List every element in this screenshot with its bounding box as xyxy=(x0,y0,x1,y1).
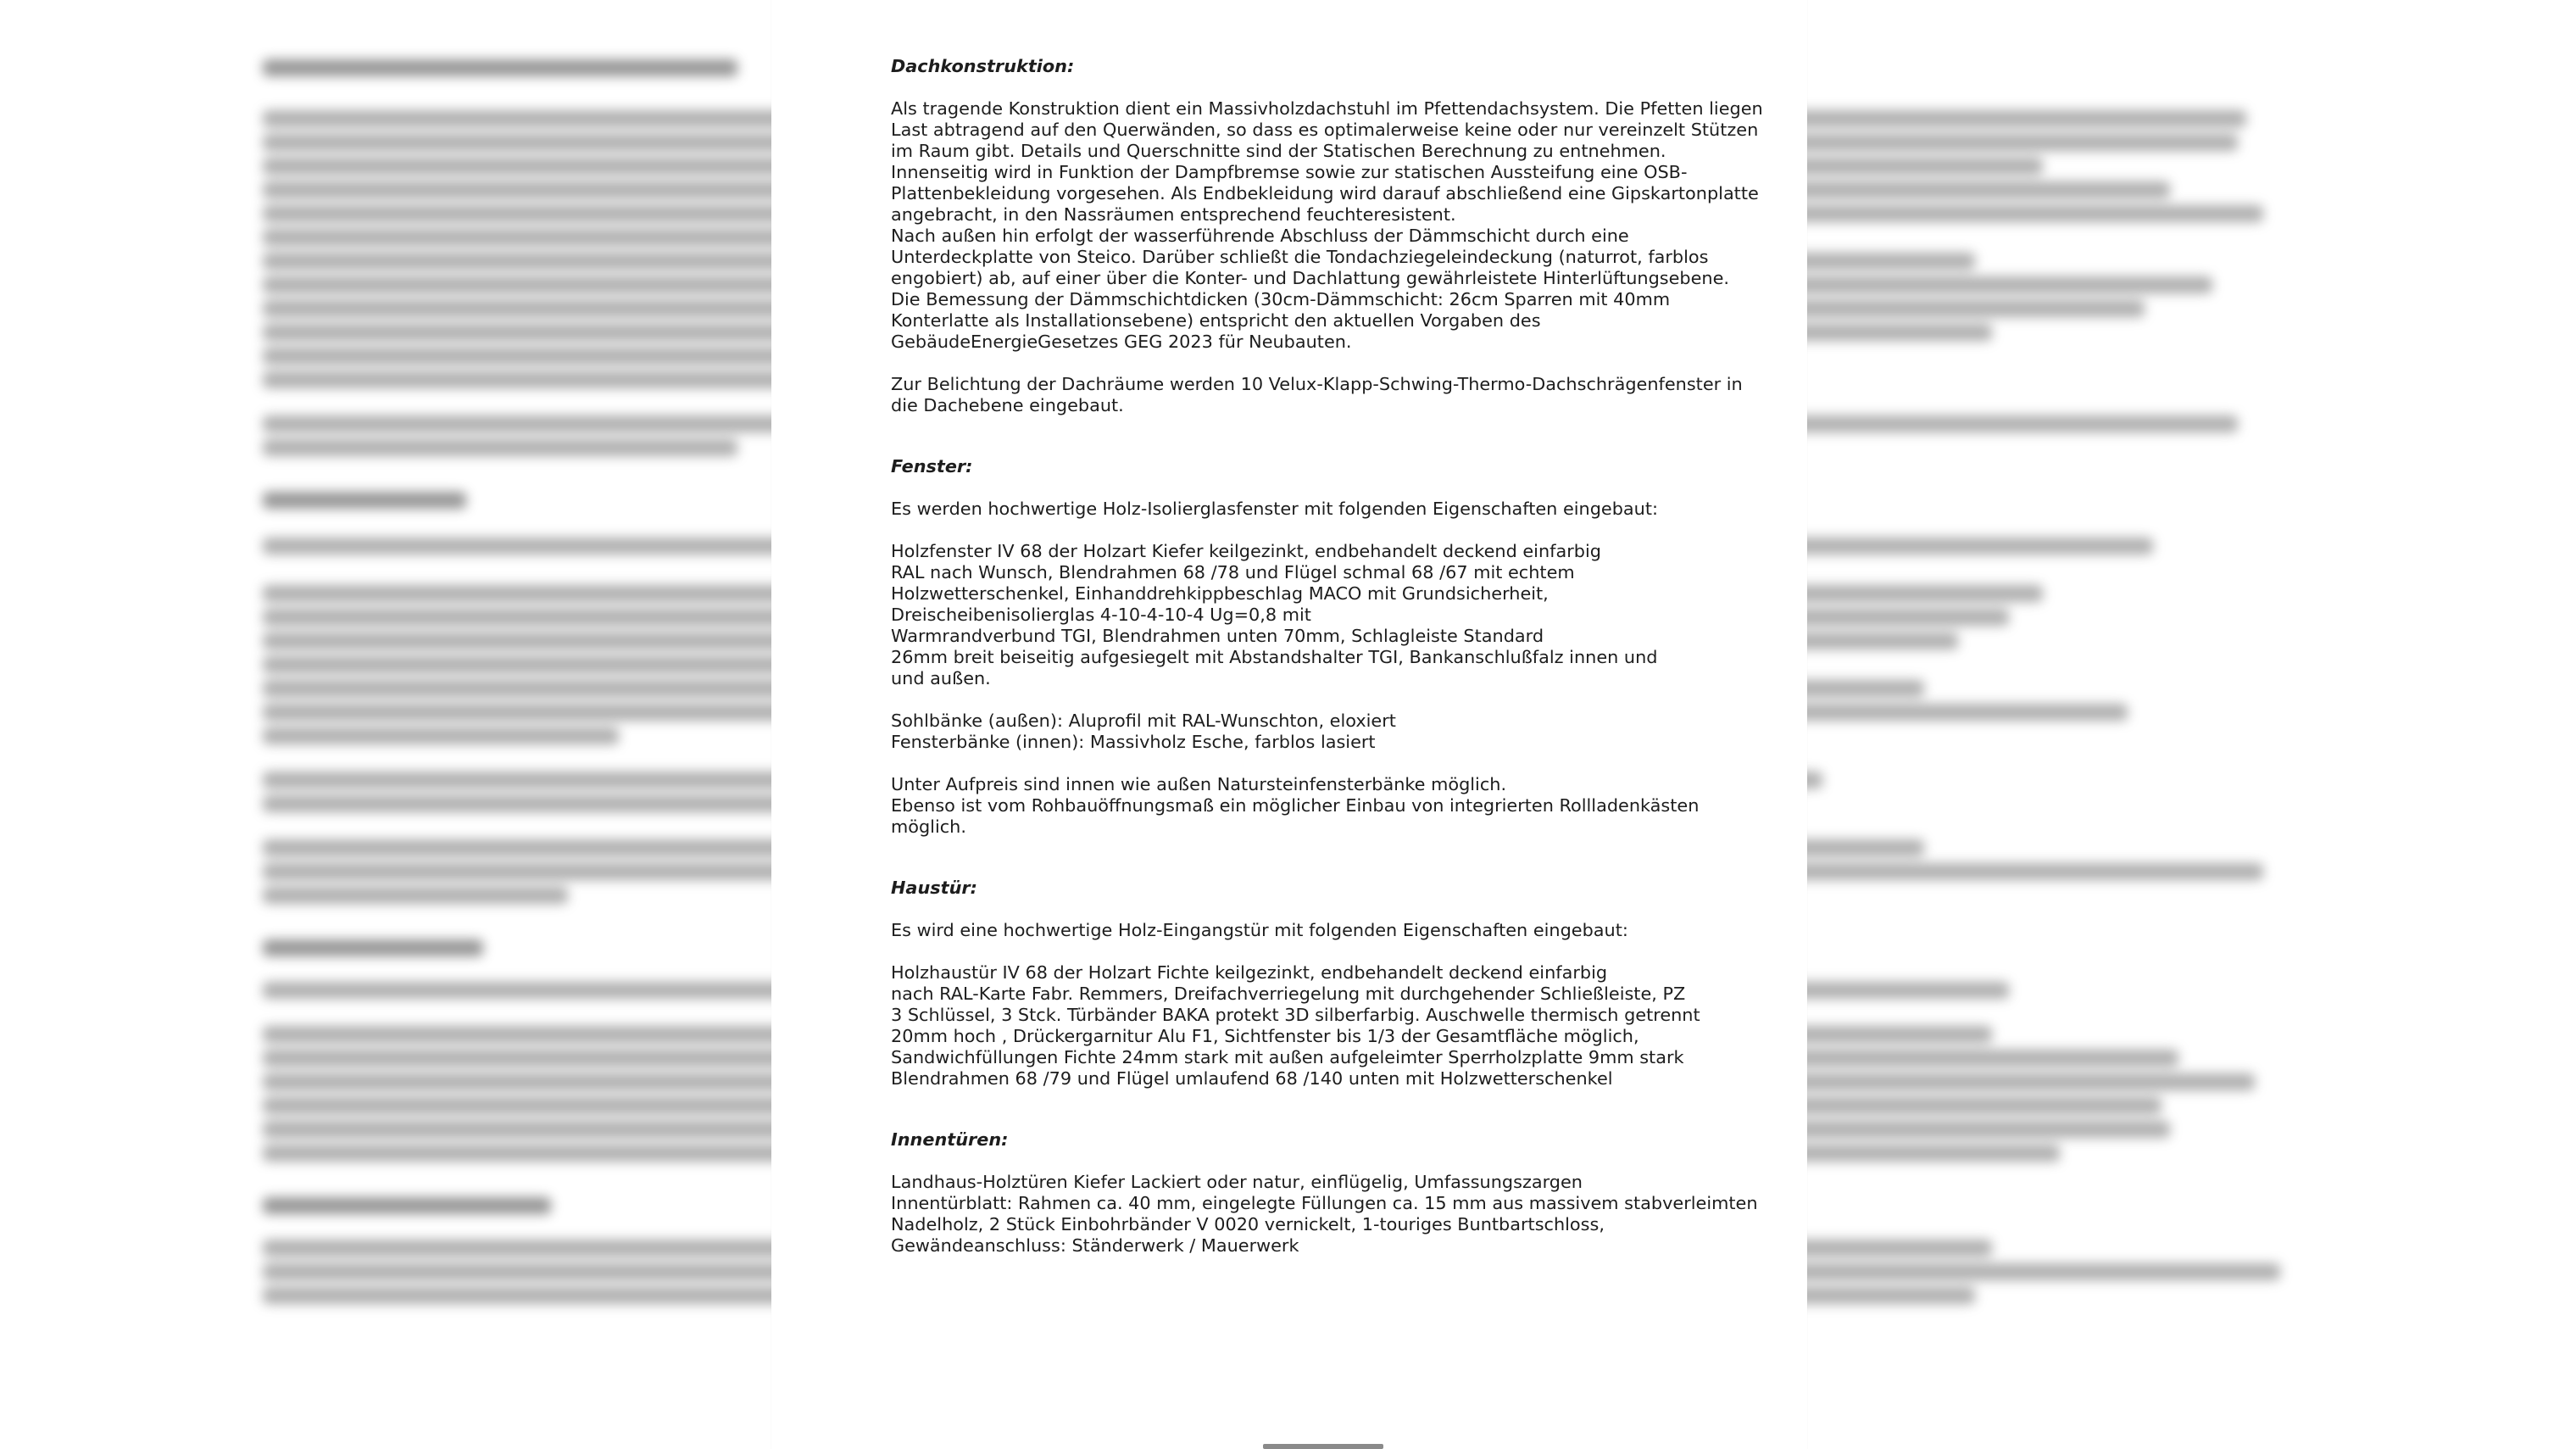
paragraph-innentueren-spec: Landhaus-Holztüren Kiefer Lackiert oder natur, einflügelig, Umfassungszargen Innentürblatt: Rahmen ca. 40 mm, eingelegte Füllungen ca. 15 mm aus massivem stabverleimten Nadelholz, 2 Stück Einbohrbänder V 0020 vernickelt, 1-touriges Buntbartschloss, Gewändeanschluss: Ständerwerk / Mauerwerk xyxy=(891,1172,1758,1256)
document-page xyxy=(771,0,1807,1449)
paragraph-dachkonstruktion-main: Als tragende Konstruktion dient ein Massivholzdachstuhl im Pfettendachsystem. Die Pfetten liegen Last abtragend auf den Querwänden, so dass es optimalerweise keine oder nur vereinzelt Stützen im Raum gibt. Details und Querschnitte sind der Statischen Berechnung zu entnehmen. Innenseitig wird in Funktion der Dampfbremse sowie zur statischen Aussteifung eine OSB- Plattenbekleidung vorgesehen. Als Endbekleidung wird darauf abschließend eine Gipskartonplatte angebracht, in den Nassräumen entsprechend feuchteresistent. Nach außen hin erfolgt der wasserführende Abschluss der Dämmschicht durch eine Unterdeckplatte von Steico. Darüber schließt die Tondachziegeleindeckung (naturrot, farblos engobiert) ab, auf einer über die Konter- und Dachlattung gewährleistete Hinterlüftungsebene. Die Bemessung der Dämmschichtdicken (30cm-Dämmschicht: 26cm Sparren mit 40mm Konterlatte als Installationsebene) entspricht den aktuellen Vorgaben des GebäudeEnergieGesetzes GEG 2023 für Neubauten. xyxy=(891,98,1763,352)
paragraph-fenster-aufpreis: Unter Aufpreis sind innen wie außen Natursteinfensterbänke möglich. Ebenso ist vom Rohbauöffnungsmaß ein möglicher Einbau von integrierten Rollladenkästen möglich. xyxy=(891,774,1700,837)
section-title-dachkonstruktion: Dachkonstruktion: xyxy=(891,56,1075,76)
page-content xyxy=(891,56,1789,1257)
paragraph-haustuer-intro: Es wird eine hochwertige Holz-Eingangstür mit folgenden Eigenschaften eingebaut: xyxy=(891,920,1628,940)
section-title-haustuer: Haustür: xyxy=(891,878,977,898)
paragraph-dachkonstruktion-belichtung: Zur Belichtung der Dachräume werden 10 Velux-Klapp-Schwing-Thermo-Dachschrägenfenster in die Dachebene eingebaut. xyxy=(891,374,1743,415)
paragraph-fenster-baenke: Sohlbänke (außen): Aluprofil mit RAL-Wunschton, eloxiert Fensterbänke (innen): Massivholz Esche, farblos lasiert xyxy=(891,711,1396,752)
paragraph-fenster-intro: Es werden hochwertige Holz-Isolierglasfenster mit folgenden Eigenschaften eingebaut: xyxy=(891,499,1658,519)
paragraph-fenster-spec: Holzfenster IV 68 der Holzart Kiefer keilgezinkt, endbehandelt deckend einfarbig RAL nach Wunsch, Blendrahmen 68 /78 und Flügel schmal 68 /67 mit echtem Holzwetterschenkel, Einhanddrehkippbeschlag MACO mit Grundsicherheit, Dreischeibenisolierglas 4-10-4-10-4 Ug=0,8 mit Warmrandverbund TGI, Blendrahmen unten 70mm, Schlagleiste Standard 26mm breit beiseitig aufgesiegelt mit Abstandshalter TGI, Bankanschlußfalz innen und und außen. xyxy=(891,541,1658,688)
section-title-fenster: Fenster: xyxy=(891,456,973,476)
scroll-indicator[interactable] xyxy=(1263,1444,1383,1449)
section-title-innentueren: Innentüren: xyxy=(891,1129,1009,1150)
paragraph-haustuer-spec: Holzhaustür IV 68 der Holzart Fichte keilgezinkt, endbehandelt deckend einfarbig nach RAL-Karte Fabr. Remmers, Dreifachverriegelung mit durchgehender Schließleiste, PZ 3 Schlüssel, 3 Stck. Türbänder BAKA protekt 3D silberfarbig. Auschwelle thermisch getrennt 20mm hoch , Drückergarnitur Alu F1, Sichtfenster bis 1/3 der Gesamtfläche möglich, Sandwichfüllungen Fichte 24mm stark mit außen aufgeleimter Sperrholzplatte 9mm stark Blendrahmen 68 /79 und Flügel umlaufend 68 /140 unten mit Holzwetterschenkel xyxy=(891,962,1700,1089)
